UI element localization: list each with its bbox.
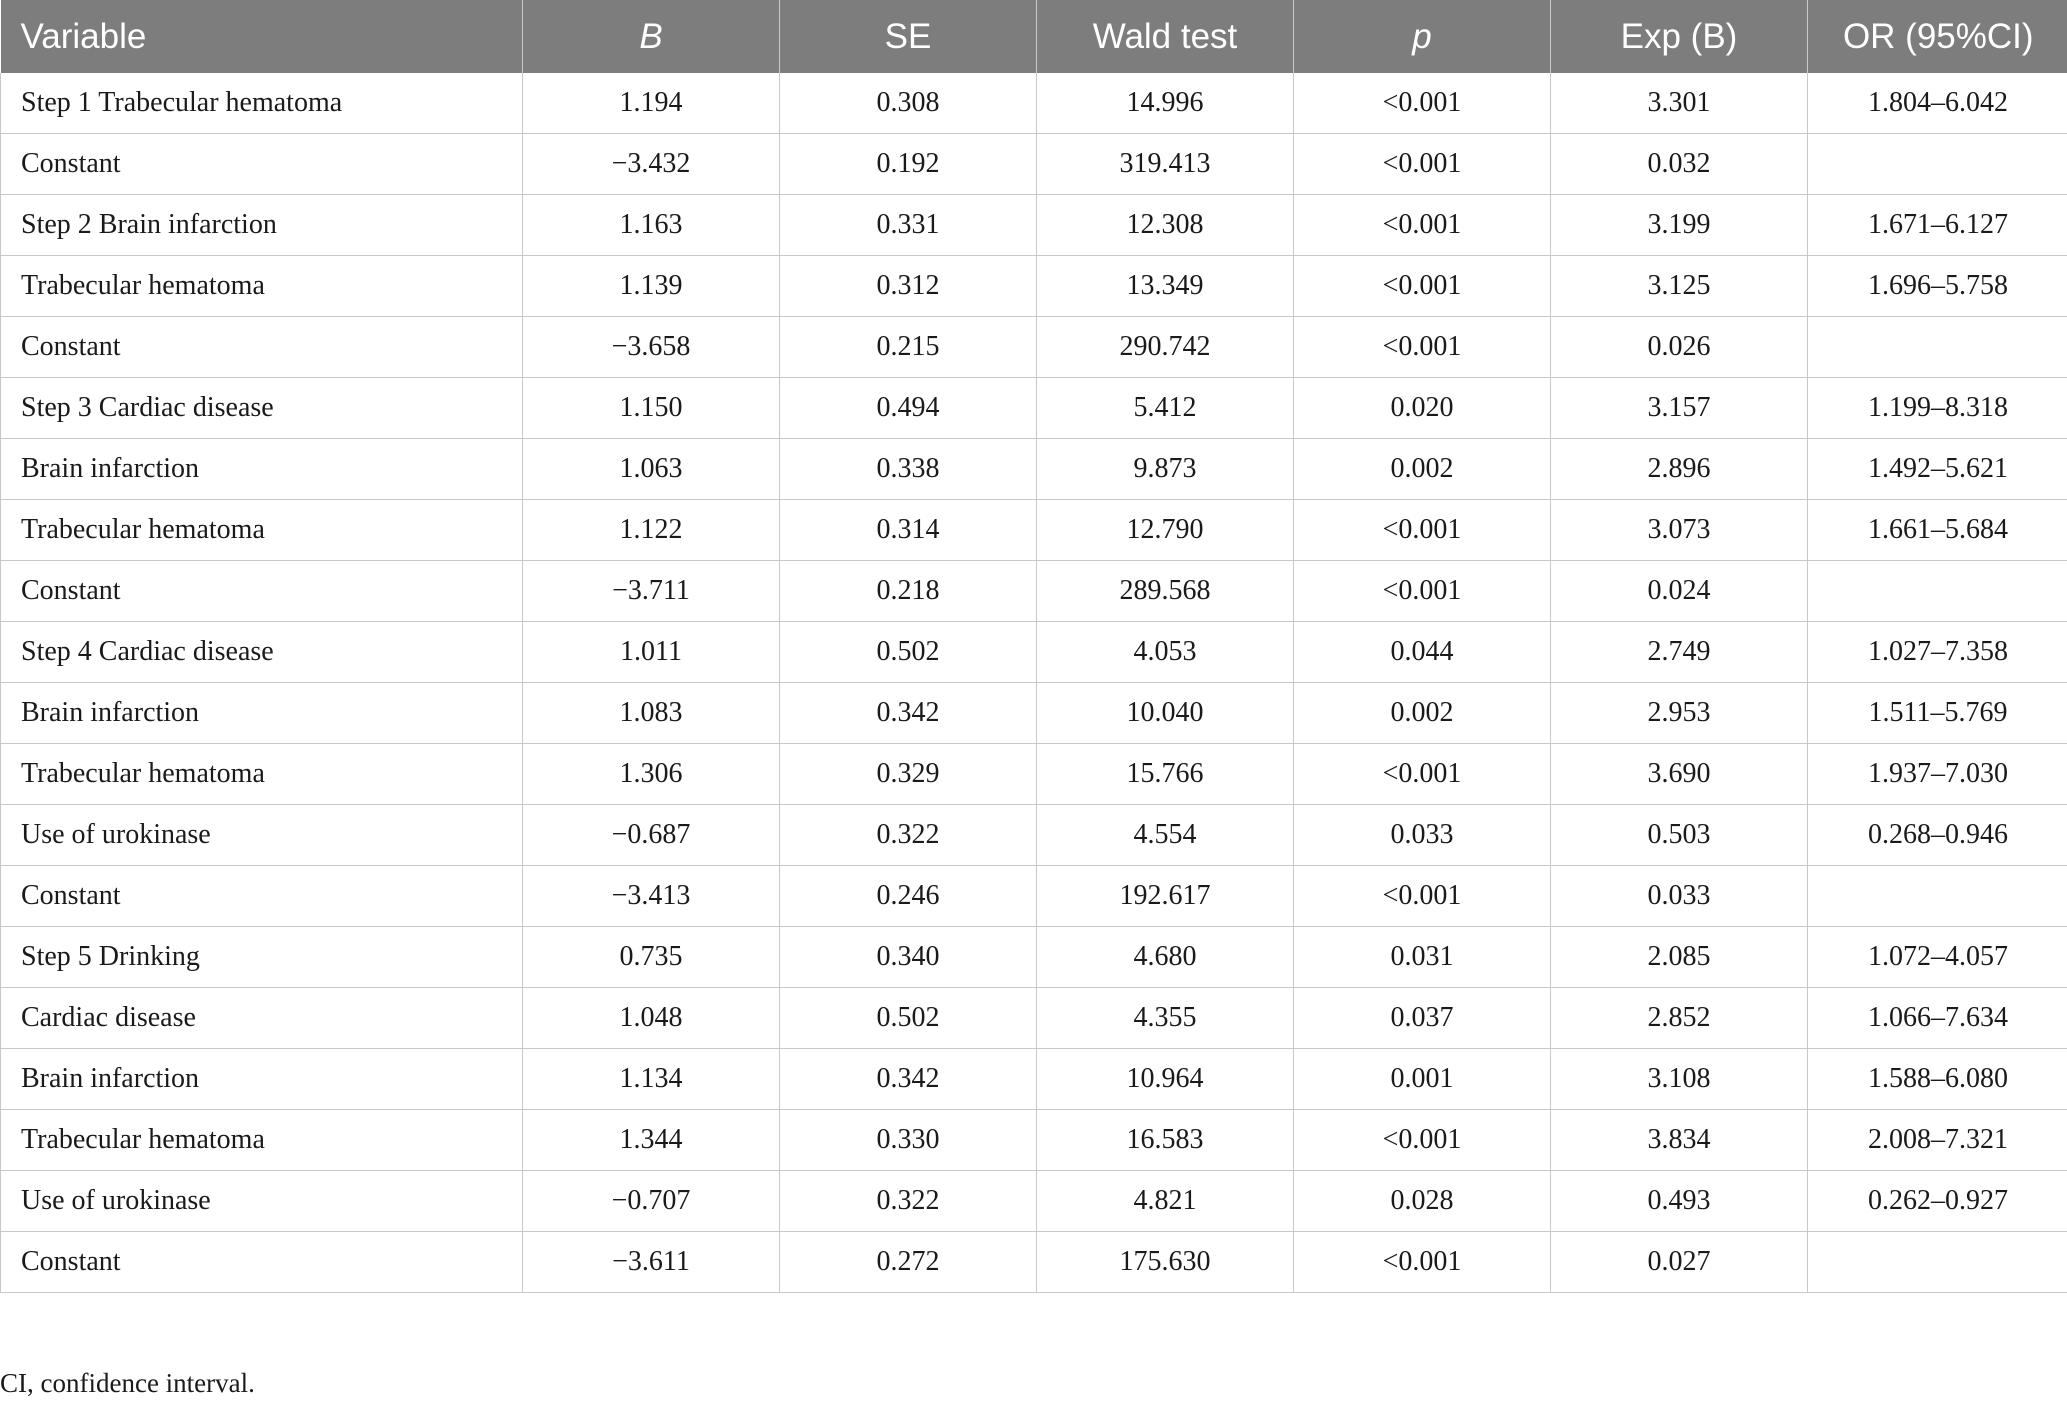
table-row [1,1171,2067,1232]
cell-b: 1.122 [523,500,780,561]
cell-variable: Use of urokinase [1,805,523,866]
cell-p: 0.028 [1294,1171,1551,1232]
cell-variable: Brain infarction [1,683,523,744]
cell-or-ci [1808,1232,2067,1293]
table-row [1,317,2067,378]
cell-b: 1.048 [523,988,780,1049]
cell-variable: Step 1 Trabecular hematoma [1,73,523,134]
cell-se: 0.322 [780,1171,1037,1232]
cell-exp-b: 0.024 [1551,561,1808,622]
header-wald-test: Wald test [1037,0,1294,73]
cell-exp-b: 2.896 [1551,439,1808,500]
cell-wald: 5.412 [1037,378,1294,439]
table-row [1,1049,2067,1110]
cell-se: 0.340 [780,927,1037,988]
cell-se: 0.329 [780,744,1037,805]
cell-se: 0.494 [780,378,1037,439]
cell-wald: 9.873 [1037,439,1294,500]
cell-or-ci: 1.492–5.621 [1808,439,2067,500]
cell-wald: 4.355 [1037,988,1294,1049]
header-b: B [523,0,780,73]
cell-variable: Trabecular hematoma [1,744,523,805]
cell-exp-b: 3.834 [1551,1110,1808,1171]
cell-b: 1.139 [523,256,780,317]
header-row [1,0,2067,73]
cell-b: 0.735 [523,927,780,988]
table-row [1,1110,2067,1171]
cell-p: <0.001 [1294,744,1551,805]
header-or-ci: OR (95%CI) [1808,0,2067,73]
cell-exp-b: 2.953 [1551,683,1808,744]
cell-variable: Use of urokinase [1,1171,523,1232]
cell-p: <0.001 [1294,1110,1551,1171]
cell-b: 1.163 [523,195,780,256]
cell-b: −0.687 [523,805,780,866]
cell-b: 1.194 [523,73,780,134]
cell-or-ci: 1.937–7.030 [1808,744,2067,805]
cell-or-ci: 1.671–6.127 [1808,195,2067,256]
cell-or-ci: 1.804–6.042 [1808,73,2067,134]
table-row [1,256,2067,317]
cell-p: 0.037 [1294,988,1551,1049]
cell-variable: Constant [1,1232,523,1293]
cell-se: 0.314 [780,500,1037,561]
cell-exp-b: 3.199 [1551,195,1808,256]
cell-p: 0.044 [1294,622,1551,683]
cell-b: 1.083 [523,683,780,744]
cell-b: −3.432 [523,134,780,195]
cell-wald: 319.413 [1037,134,1294,195]
cell-p: 0.020 [1294,378,1551,439]
cell-variable: Trabecular hematoma [1,500,523,561]
table-body [1,73,2067,1293]
cell-variable: Step 5 Drinking [1,927,523,988]
cell-se: 0.502 [780,622,1037,683]
header-p: p [1294,0,1551,73]
cell-p: <0.001 [1294,317,1551,378]
table-header [1,0,2067,73]
cell-variable: Cardiac disease [1,988,523,1049]
cell-or-ci: 1.199–8.318 [1808,378,2067,439]
table-row [1,561,2067,622]
cell-wald: 289.568 [1037,561,1294,622]
cell-or-ci [1808,134,2067,195]
cell-exp-b: 0.503 [1551,805,1808,866]
table-row [1,988,2067,1049]
cell-b: −3.611 [523,1232,780,1293]
cell-wald: 14.996 [1037,73,1294,134]
cell-p: <0.001 [1294,561,1551,622]
table-row [1,195,2067,256]
table-row [1,683,2067,744]
cell-variable: Step 2 Brain infarction [1,195,523,256]
cell-p: <0.001 [1294,500,1551,561]
cell-wald: 4.680 [1037,927,1294,988]
cell-b: −0.707 [523,1171,780,1232]
cell-b: 1.134 [523,1049,780,1110]
cell-p: 0.031 [1294,927,1551,988]
cell-or-ci: 2.008–7.321 [1808,1110,2067,1171]
cell-se: 0.218 [780,561,1037,622]
table-row [1,500,2067,561]
cell-or-ci: 0.262–0.927 [1808,1171,2067,1232]
cell-se: 0.192 [780,134,1037,195]
cell-variable: Step 3 Cardiac disease [1,378,523,439]
cell-se: 0.331 [780,195,1037,256]
cell-exp-b: 2.749 [1551,622,1808,683]
cell-variable: Constant [1,317,523,378]
cell-p: 0.002 [1294,683,1551,744]
cell-wald: 10.040 [1037,683,1294,744]
cell-se: 0.272 [780,1232,1037,1293]
cell-wald: 175.630 [1037,1232,1294,1293]
cell-p: <0.001 [1294,1232,1551,1293]
cell-p: <0.001 [1294,256,1551,317]
cell-exp-b: 2.085 [1551,927,1808,988]
cell-wald: 290.742 [1037,317,1294,378]
cell-exp-b: 2.852 [1551,988,1808,1049]
table-row [1,927,2067,988]
table-row [1,866,2067,927]
table-row [1,1232,2067,1293]
cell-exp-b: 0.026 [1551,317,1808,378]
cell-variable: Step 4 Cardiac disease [1,622,523,683]
cell-p: <0.001 [1294,73,1551,134]
cell-wald: 16.583 [1037,1110,1294,1171]
cell-or-ci: 1.027–7.358 [1808,622,2067,683]
cell-p: 0.001 [1294,1049,1551,1110]
cell-se: 0.342 [780,1049,1037,1110]
cell-se: 0.322 [780,805,1037,866]
cell-exp-b: 0.033 [1551,866,1808,927]
cell-se: 0.246 [780,866,1037,927]
cell-exp-b: 3.125 [1551,256,1808,317]
cell-p: <0.001 [1294,195,1551,256]
cell-b: 1.306 [523,744,780,805]
cell-exp-b: 0.027 [1551,1232,1808,1293]
cell-exp-b: 3.690 [1551,744,1808,805]
cell-exp-b: 3.301 [1551,73,1808,134]
cell-or-ci: 1.696–5.758 [1808,256,2067,317]
cell-exp-b: 0.032 [1551,134,1808,195]
cell-variable: Constant [1,866,523,927]
cell-wald: 4.821 [1037,1171,1294,1232]
cell-p: 0.033 [1294,805,1551,866]
cell-or-ci: 1.072–4.057 [1808,927,2067,988]
cell-wald: 4.053 [1037,622,1294,683]
cell-or-ci [1808,561,2067,622]
header-se: SE [780,0,1037,73]
cell-se: 0.308 [780,73,1037,134]
cell-exp-b: 3.073 [1551,500,1808,561]
table-row [1,378,2067,439]
cell-or-ci: 1.066–7.634 [1808,988,2067,1049]
cell-b: −3.711 [523,561,780,622]
cell-or-ci [1808,317,2067,378]
cell-se: 0.312 [780,256,1037,317]
cell-wald: 13.349 [1037,256,1294,317]
table-row [1,622,2067,683]
table-row [1,134,2067,195]
cell-p: <0.001 [1294,134,1551,195]
cell-b: 1.344 [523,1110,780,1171]
cell-b: −3.658 [523,317,780,378]
cell-b: 1.011 [523,622,780,683]
table-row [1,73,2067,134]
cell-p: 0.002 [1294,439,1551,500]
cell-se: 0.502 [780,988,1037,1049]
cell-wald: 192.617 [1037,866,1294,927]
table-row [1,744,2067,805]
header-exp-b: Exp (B) [1551,0,1808,73]
cell-b: 1.150 [523,378,780,439]
cell-wald: 4.554 [1037,805,1294,866]
cell-wald: 10.964 [1037,1049,1294,1110]
header-variable: Variable [1,0,523,73]
cell-se: 0.342 [780,683,1037,744]
cell-b: 1.063 [523,439,780,500]
cell-or-ci: 1.588–6.080 [1808,1049,2067,1110]
cell-exp-b: 0.493 [1551,1171,1808,1232]
cell-or-ci [1808,866,2067,927]
cell-or-ci: 1.511–5.769 [1808,683,2067,744]
cell-variable: Constant [1,134,523,195]
cell-variable: Trabecular hematoma [1,1110,523,1171]
cell-b: −3.413 [523,866,780,927]
cell-variable: Brain infarction [1,439,523,500]
table-row [1,805,2067,866]
cell-exp-b: 3.157 [1551,378,1808,439]
cell-wald: 15.766 [1037,744,1294,805]
cell-se: 0.330 [780,1110,1037,1171]
table-row [1,439,2067,500]
cell-se: 0.215 [780,317,1037,378]
cell-wald: 12.790 [1037,500,1294,561]
cell-or-ci: 1.661–5.684 [1808,500,2067,561]
cell-p: <0.001 [1294,866,1551,927]
cell-or-ci: 0.268–0.946 [1808,805,2067,866]
cell-variable: Brain infarction [1,1049,523,1110]
cell-exp-b: 3.108 [1551,1049,1808,1110]
table-footnote: CI, confidence interval. [0,1368,255,1398]
cell-se: 0.338 [780,439,1037,500]
cell-variable: Constant [1,561,523,622]
cell-variable: Trabecular hematoma [1,256,523,317]
cell-wald: 12.308 [1037,195,1294,256]
